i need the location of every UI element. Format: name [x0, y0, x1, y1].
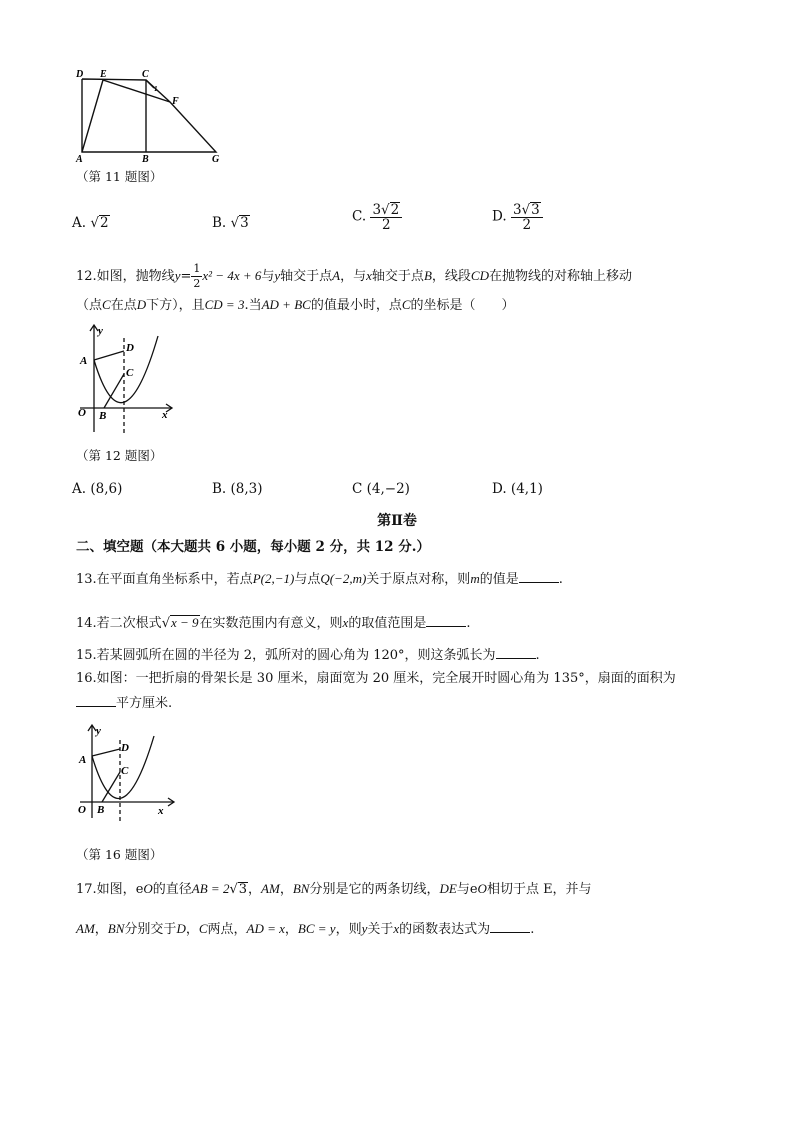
fig16-segment-ad: [92, 749, 120, 756]
q11-option-b[interactable]: B. √3: [212, 215, 249, 231]
fig11-label-e: E: [100, 69, 107, 80]
fig11-outline: [82, 79, 216, 152]
fig12-label-c: C: [126, 367, 134, 379]
q15-answer-blank[interactable]: [496, 646, 536, 659]
section-title: 第Ⅱ卷: [377, 513, 417, 529]
fig12-caption: （第 12 题图）: [76, 448, 163, 463]
section-heading: 二、填空题（本大题共 6 小题，每小题 2 分，共 12 分.）: [76, 539, 430, 555]
q14-text: 14.若二次根式√x − 9在实数范围内有意义，则x的取值范围是 .: [76, 615, 471, 631]
fig12-segment-ad: [94, 351, 124, 360]
q11-option-a[interactable]: A. √2: [72, 215, 109, 231]
fig11-segment-ae: [82, 80, 103, 152]
fig11-label-g: G: [212, 154, 220, 164]
figure-12: [74, 322, 184, 438]
q12-option-c[interactable]: C (4,−2): [352, 481, 410, 497]
fig12-label-o: O: [78, 407, 86, 419]
fig11-label-b: B: [142, 154, 149, 164]
q17-answer-blank[interactable]: [490, 920, 530, 933]
fig11-label-c: C: [142, 69, 149, 80]
fig16-label-d: D: [121, 742, 129, 754]
q17-line-2: AM，BN分别交于D，C两点，AD = x，BC = y，则y关于x的函数表达式为 .: [76, 921, 535, 937]
q17-line-1: 17.如图，eO的直径AB = 2√3，AM，BN分别是它的两条切线，DE与eO相切于点 E，并与: [76, 881, 592, 897]
fig12-label-x: x: [162, 409, 168, 421]
fig11-label-d: D: [76, 69, 84, 80]
fig16-label-a: A: [79, 754, 87, 766]
fig11-segment-cf: [146, 80, 154, 88]
fig16-label-b: B: [97, 804, 105, 816]
fig12-label-y: y: [98, 325, 103, 337]
fig12-label-b: B: [99, 410, 107, 422]
q12-option-d[interactable]: D. (4,1): [492, 481, 543, 497]
q16-line-2: 平方厘米.: [76, 694, 172, 713]
fig16-label-x: x: [158, 805, 164, 817]
fig16-caption: （第 16 题图）: [76, 847, 163, 862]
q12-option-a[interactable]: A. (8,6): [72, 481, 123, 497]
q12-line-1: 12.如图，抛物线y= $\frac{1}{2}$ x² − 4x + 6与y轴交于点A，与x轴交于点B，线段CD在抛物线的对称轴上移动: [76, 262, 632, 290]
fig11-mark: 1: [154, 85, 158, 93]
q13-text: 13.在平面直角坐标系中，若点P(2,−1)与点Q(−2,m)关于原点对称，则m的值是 .: [76, 571, 563, 587]
fig12-label-a: A: [80, 355, 88, 367]
q15-text: 15.若某圆弧所在圆的半径为 2，弧所对的圆心角为 120°，则这条弧长为 .: [76, 648, 540, 663]
figure-16: [74, 722, 184, 826]
fig11-segment-ef: [103, 80, 170, 102]
q14-answer-blank[interactable]: [426, 614, 466, 627]
fig11-caption: （第 11 题图）: [76, 169, 163, 184]
figure-11: [70, 64, 230, 164]
fig16-label-c: C: [121, 765, 129, 777]
q12-option-b[interactable]: B. (8,3): [212, 481, 263, 497]
fig12-label-d: D: [126, 342, 134, 354]
fig11-label-a: A: [76, 154, 83, 164]
q11-option-d[interactable]: D. $\frac{3√3}{2}$: [492, 202, 543, 232]
q16-answer-blank[interactable]: [76, 694, 116, 707]
q16-line-1: 16.如图：一把折扇的骨架长是 30 厘米，扇面宽为 20 厘米，完全展开时圆心角为 135°，扇面的面积为: [76, 671, 676, 686]
q11-option-c[interactable]: C. $\frac{3√2}{2}$: [352, 202, 402, 232]
q13-answer-blank[interactable]: [519, 570, 559, 583]
fig11-label-f: F: [172, 96, 179, 107]
fig16-label-o: O: [78, 804, 86, 816]
fig16-label-y: y: [96, 725, 101, 737]
q12-line-2: （点C在点D下方），且CD = 3.当AD + BC的值最小时，点C的坐标是（ ）: [76, 297, 515, 313]
